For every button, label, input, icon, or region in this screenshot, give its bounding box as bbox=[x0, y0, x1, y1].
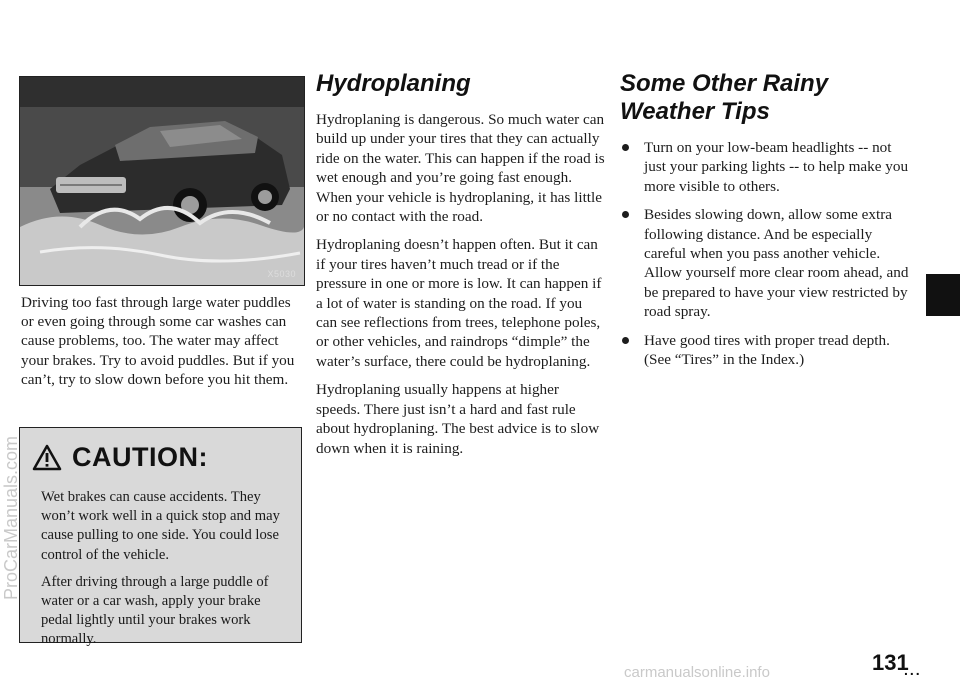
page-dots: ... bbox=[904, 662, 922, 678]
watermark-left: ProCarManuals.com bbox=[1, 435, 21, 600]
tip-item bbox=[620, 205, 910, 321]
bullet-icon bbox=[622, 337, 629, 344]
photo-code: X5030 bbox=[267, 269, 296, 279]
tip-text: Turn on your low-beam headlights -- not just your parking lights -- to help make you more visible to others. bbox=[644, 139, 909, 195]
caution-body bbox=[41, 488, 289, 658]
hydroplaning-section bbox=[316, 70, 606, 467]
hydroplaning-paragraph: Hydroplaning is dangerous. So much water can build up under your tires that they can actually ride on the water. This can happen if the road is wet enough and you’re going fast enough. When your vehicle is hydroplaning, it has little or no contact with the road. bbox=[316, 111, 605, 226]
caution-paragraph: Wet brakes can cause accidents. They won’t work well in a quick stop and may cause pulling to one side. You could lose control of the vehicle. bbox=[41, 489, 280, 563]
caution-box bbox=[19, 427, 302, 648]
caution-paragraph: After driving through a large puddle of water or a car wash, apply your brake pedal lightly until your brakes work normally. bbox=[41, 573, 269, 648]
tips-list bbox=[620, 138, 910, 369]
tip-text: Have good tires with proper tread depth. (See “Tires” in the Index.) bbox=[644, 331, 890, 369]
hydroplaning-paragraph: Hydroplaning usually happens at higher speeds. There just isn’t a hard and fast rule about hydroplaning. The best advice is to slow down when it is raining. bbox=[316, 381, 600, 457]
hydroplaning-paragraph: Hydroplaning doesn’t happen often. But it can if your tires haven’t much tread or if the pressure in one or more is low. It can happen if a lot of water is standing on the road. If you can see reflections from trees, telephone poles, or other vehicles, and raindrops “dimple” the water’s surface, there could be hydroplaning. bbox=[316, 236, 602, 370]
rainy-tips-heading bbox=[620, 70, 910, 126]
tip-item bbox=[620, 331, 910, 370]
tip-text: Besides slowing down, allow some extra following distance. And be especially careful when you pass another vehicle. Allow yourself more clear room ahead, and be prepared to have your view restricted by road spray. bbox=[644, 206, 909, 321]
caution-header bbox=[32, 442, 208, 473]
bullet-icon bbox=[622, 144, 629, 151]
puddle-paragraph: Driving too fast through large water puddles or even going through some car washes can cause problems, too. The water may affect your brakes. Try to avoid puddles. But if you can’t, try to slow down before you hit them. bbox=[21, 294, 295, 388]
caution-title: CAUTION: bbox=[72, 442, 208, 472]
car-puddle-photo bbox=[19, 76, 305, 286]
hydroplaning-heading: Hydroplaning bbox=[316, 70, 471, 97]
watermark-bottom: carmanualsonline.info bbox=[624, 664, 770, 681]
car-illustration bbox=[20, 77, 304, 285]
page-number: 131 bbox=[872, 650, 909, 675]
rainy-tips-heading-line1: Some Other Rainy bbox=[620, 70, 829, 97]
tip-item bbox=[620, 138, 910, 196]
warning-triangle-icon bbox=[32, 444, 62, 471]
rainy-tips-heading-line2: Weather Tips bbox=[620, 98, 770, 125]
section-tab bbox=[926, 274, 960, 316]
bullet-icon bbox=[622, 211, 629, 218]
rainy-tips-section bbox=[620, 70, 910, 378]
